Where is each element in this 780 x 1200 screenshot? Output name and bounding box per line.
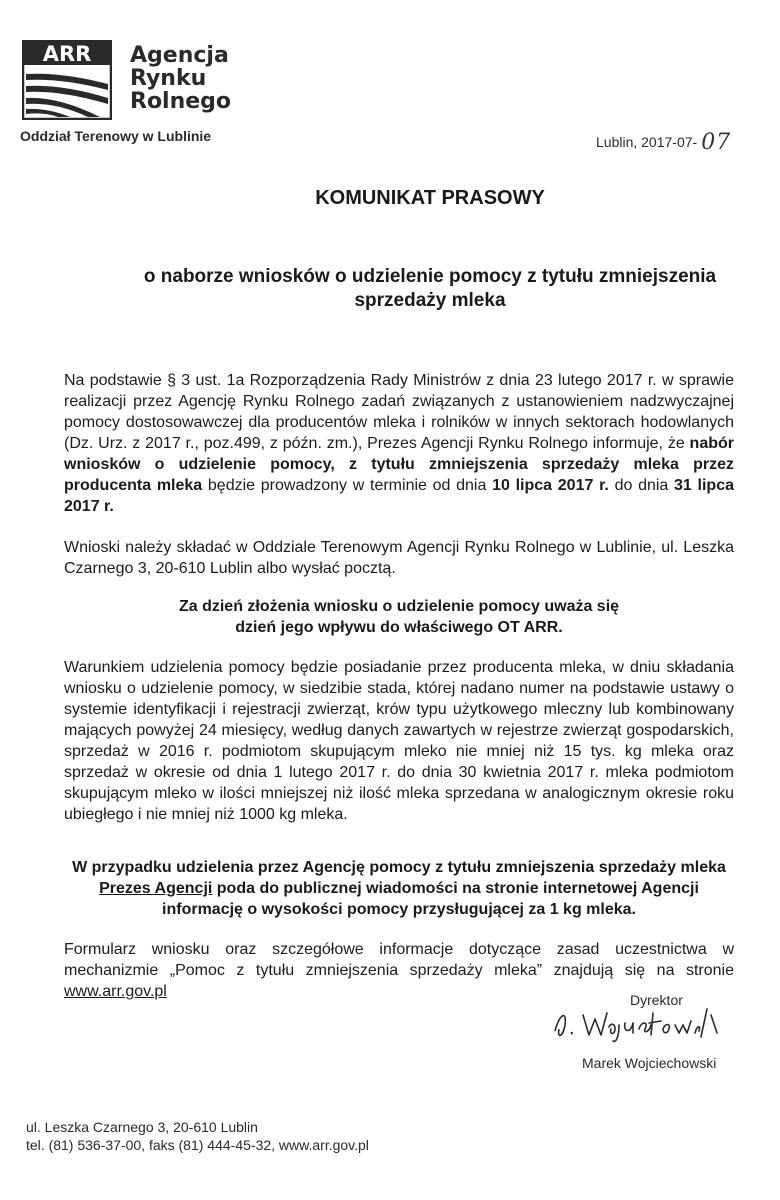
- notice-line-2: dzień jego wpływu do właściwego OT ARR.: [235, 619, 563, 636]
- p1-bold-1: nabór wniosków o udzielenie pomocy, z tytułu zmniejszenia sprzedaży mleka przez producenta mleka: [64, 435, 734, 494]
- p1-bold-2: 10 lipca 2017 r.: [492, 477, 609, 494]
- page-title: KOMUNIKAT PRASOWY: [315, 187, 545, 209]
- paragraph-conditions: Warunkiem udzielenia pomocy będzie posiadanie przez producenta mleka, w dniu składania wniosku o udzielenie pomocy, w siedzibie stada, której nadano numer na podstawie ustawy o systemie identyfikacji i rejestracji zwierząt, krów typu użytkowego mleczny lub kombinowany mających powyżej 24 miesięcy, według danych zawartych w rejestrze zwierząt gospodarskich, sprzedaż w 2016 r. podmiotom skupującym mleko nie mniej niż 15 tys. kg mleka oraz sprzedaż w okresie od dnia 1 lutego 2017 r. do dnia 30 kwietnia 2017 r. mleka podmiotom skupującym mleko w ilości mniejszej niż ilość mleka sprzedana w analogicznym okresie roku ubiegłego i nie mniej niż 1000 kg mleka.: [64, 659, 734, 823]
- footer-contact: tel. (81) 536-37-00, faks (81) 444-45-32, www.arr.gov.pl: [26, 1137, 369, 1153]
- p1-text-3: do dnia: [608, 477, 675, 494]
- p4-text-2: poda do publicznej wiadomości na stronie internetowej Agencji informację o wysokości pomocy przysługującej za 1 kg mleka.: [162, 880, 699, 918]
- logo-abbr: ARR: [42, 42, 92, 66]
- footer-address: ul. Leszka Czarnego 3, 20-610 Lublin: [26, 1119, 258, 1135]
- footer: [26, 1118, 369, 1154]
- document-date: [596, 128, 731, 153]
- p1-text-1: Na podstawie § 3 ust. 1a Rozporządzenia Rady Ministrów z dnia 23 lutego 2017 r. w sprawie realizacji przez Agencję Rynku Rolnego zadań związanych z ustanowieniem nadzwyczajnej pomocy dostosowawczej dla producentów mleka i rolników w innych sektorach hodowlanych (Dz. Urz. z 2017 r., poz.499, z późn. zm.), Prezes Agencji Rynku Rolnego informuje, że: [64, 372, 734, 452]
- logo-wordmark: [130, 44, 300, 113]
- p4-text-1: W przypadku udzielenia przez Agencję pomocy z tytułu zmniejszenia sprzedaży mleka: [72, 859, 726, 876]
- date-prefix: Lublin, 2017-07-: [596, 134, 698, 150]
- signatory-name: Marek Wojciechowski: [582, 1055, 717, 1071]
- paragraph-announcement: [64, 857, 734, 920]
- signature-title: Dyrektor: [630, 992, 683, 1008]
- page-subtitle: o naborze wniosków o udzielenie pomocy z tytułu zmniejszenia sprzedaży mleka: [143, 266, 717, 311]
- signature-icon: [545, 995, 725, 1045]
- handwritten-signature: [545, 995, 725, 1045]
- branch-name: Oddział Terenowy w Lublinie: [20, 128, 212, 144]
- website-link[interactable]: www.arr.gov.pl: [64, 983, 167, 1000]
- p5-text: Formularz wniosku oraz szczegółowe informacje dotyczące zasad uczestnictwa w mechanizmie „Pomoc z tytułu zmniejszenia sprzedaży mleka” znajdują się na stronie: [64, 941, 734, 979]
- p1-text-2: będzie prowadzony w terminie od dnia: [202, 477, 493, 494]
- date-handwritten-day: 07: [701, 130, 732, 155]
- arr-logo: [22, 40, 112, 120]
- p1-bold-3: 31 lipca 2017 r.: [64, 477, 734, 515]
- paragraph-submission: Wnioski należy składać w Oddziale Terenowym Agencji Rynku Rolnego w Lublinie, ul. Leszka Czarnego 3, 20-610 Lublin albo wysłać pocztą.: [64, 539, 734, 577]
- logo-line-1: Agencja: [130, 43, 229, 68]
- arr-logo-icon: [22, 40, 112, 120]
- logo-line-2: Rynku: [130, 66, 207, 91]
- logo-line-3: Rolnego: [130, 89, 232, 114]
- paragraph-legal-basis: [64, 370, 734, 517]
- p4-underlined: Prezes Agencji: [99, 880, 213, 897]
- notice-line-1: Za dzień złożenia wniosku o udzielenie pomocy uważa się: [178, 598, 620, 615]
